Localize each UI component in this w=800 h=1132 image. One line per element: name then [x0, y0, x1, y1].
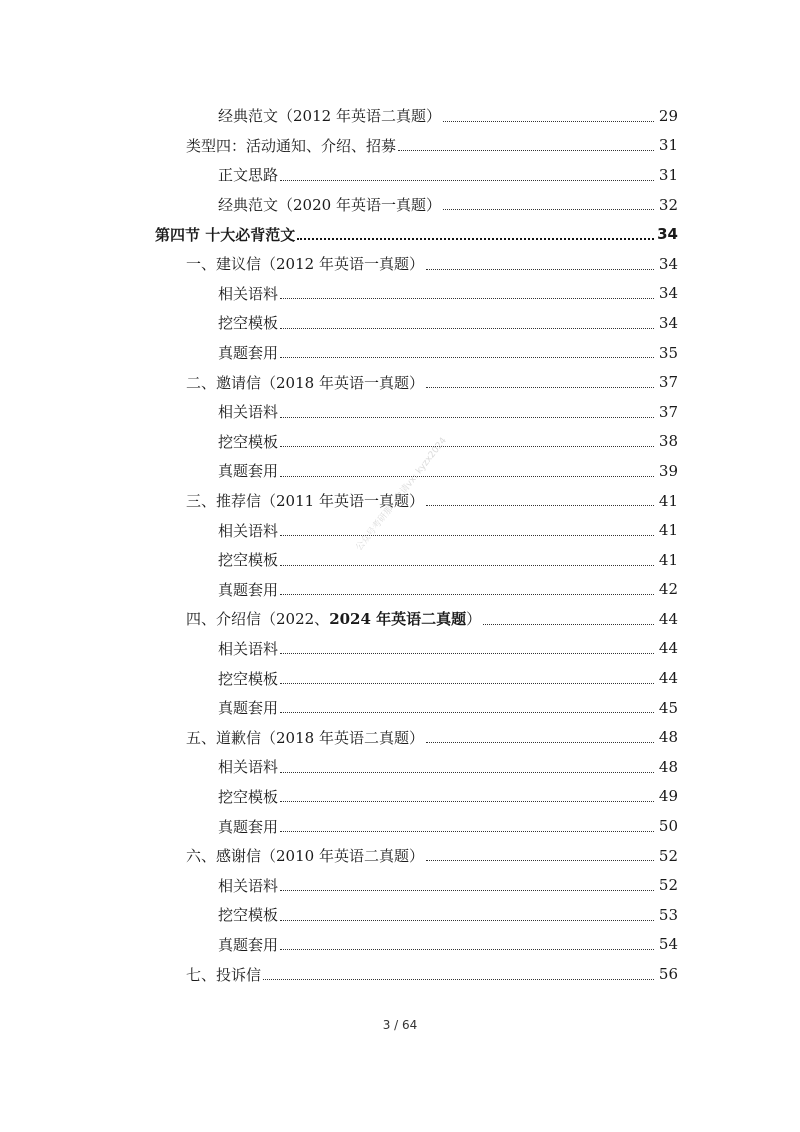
- toc-entry[interactable]: [0, 545, 800, 575]
- dot-leader: [280, 179, 654, 181]
- toc-entry-page-number: 34: [657, 225, 678, 244]
- toc-entry-page-number: 42: [658, 580, 678, 599]
- toc-entry[interactable]: [0, 930, 800, 960]
- dot-leader: [280, 356, 654, 358]
- dot-leader: [280, 889, 654, 891]
- toc-entry[interactable]: [0, 101, 800, 131]
- dot-leader: [426, 268, 654, 270]
- toc-entry-page-number: 52: [658, 846, 678, 865]
- toc-entry[interactable]: [0, 515, 800, 545]
- toc-entry-title: 三、推荐信（2011 年英语一真题）: [186, 492, 424, 511]
- toc-entry[interactable]: [0, 131, 800, 161]
- toc-entry-page-number: 31: [658, 136, 678, 155]
- toc-entry-title: 一、建议信（2012 年英语一真题）: [186, 255, 424, 274]
- dot-leader: [280, 800, 654, 802]
- dot-leader: [280, 771, 654, 773]
- toc-entry-title: 相关语料: [218, 521, 279, 540]
- toc-entry-title: 相关语料: [218, 403, 279, 422]
- toc-entry[interactable]: [0, 841, 800, 871]
- toc-entry-page-number: 37: [658, 373, 678, 392]
- toc-entry-title: 挖空模板: [218, 551, 279, 570]
- toc-entry-title: 挖空模板: [218, 314, 279, 333]
- toc-entry-title: 真题套用: [218, 935, 279, 954]
- toc-entry-page-number: 48: [658, 728, 678, 747]
- dot-leader: [280, 297, 654, 299]
- toc-entry-title: 相关语料: [218, 284, 279, 303]
- toc-entry[interactable]: [0, 338, 800, 368]
- toc-entry-page-number: 44: [658, 609, 678, 628]
- toc-entry-title: 挖空模板: [218, 669, 279, 688]
- toc-entry[interactable]: [0, 219, 800, 249]
- toc-entry-page-number: 37: [658, 402, 678, 421]
- toc-entry-title-part: 四、介绍信（2022、: [186, 610, 330, 629]
- toc-entry-page-number: 41: [658, 521, 678, 540]
- toc-entry[interactable]: [0, 604, 800, 634]
- toc-entry-title: [186, 608, 481, 629]
- toc-entry[interactable]: [0, 367, 800, 397]
- toc-entry-page-number: 34: [658, 313, 678, 332]
- dot-leader: [443, 120, 654, 122]
- toc-entry-title: 真题套用: [218, 580, 279, 599]
- toc-entry[interactable]: [0, 722, 800, 752]
- toc-entry[interactable]: [0, 575, 800, 605]
- toc-entry-page-number: 44: [658, 669, 678, 688]
- toc-entry-title-bold-part: 2024 年英语二真题: [329, 610, 467, 629]
- toc-entry-title: 类型四：活动通知、介绍、招募: [186, 136, 397, 155]
- toc-entry-page-number: 39: [658, 461, 678, 480]
- dot-leader: [280, 445, 654, 447]
- toc-entry[interactable]: [0, 456, 800, 486]
- dot-leader: [280, 534, 654, 536]
- dot-leader: [280, 682, 654, 684]
- toc-entry-page-number: 54: [658, 935, 678, 954]
- toc-entry-page-number: 53: [658, 905, 678, 924]
- toc-entry[interactable]: [0, 397, 800, 427]
- toc-entry-title: 挖空模板: [218, 432, 279, 451]
- toc-entry[interactable]: [0, 279, 800, 309]
- toc-entry-page-number: 32: [658, 195, 678, 214]
- toc-entry[interactable]: [0, 782, 800, 812]
- toc-entry-title: 经典范文（2020 年英语一真题）: [218, 196, 441, 215]
- dot-leader: [280, 593, 654, 595]
- dot-leader: [426, 504, 654, 506]
- toc-entry-page-number: 34: [658, 284, 678, 303]
- dot-leader: [280, 652, 654, 654]
- dot-leader: [280, 564, 654, 566]
- toc-entry-page-number: 35: [658, 343, 678, 362]
- toc-entry[interactable]: [0, 663, 800, 693]
- toc-entry-title: 五、道歉信（2018 年英语二真题）: [186, 728, 424, 747]
- toc-entry-page-number: 38: [658, 432, 678, 451]
- toc-entry-page-number: 49: [658, 787, 678, 806]
- dot-leader: [426, 386, 654, 388]
- toc-entry-title: 二、邀请信（2018 年英语一真题）: [186, 373, 424, 392]
- toc-entry-page-number: 48: [658, 757, 678, 776]
- toc-entry-title: 相关语料: [218, 639, 279, 658]
- dot-leader: [297, 237, 654, 240]
- page-indicator: 3 / 64: [382, 1018, 418, 1032]
- toc-entry[interactable]: [0, 249, 800, 279]
- toc-entry[interactable]: [0, 634, 800, 664]
- toc-entry-title: 真题套用: [218, 344, 279, 363]
- dot-leader: [280, 327, 654, 329]
- toc-entry-page-number: 44: [658, 639, 678, 658]
- dot-leader: [426, 741, 654, 743]
- toc-entry-title: 第四节 十大必背范文: [155, 225, 296, 244]
- toc-entry[interactable]: [0, 811, 800, 841]
- toc-entry[interactable]: [0, 427, 800, 457]
- toc-entry-title-end-part: ）: [466, 610, 482, 629]
- toc-entry-title: 挖空模板: [218, 906, 279, 925]
- dot-leader: [426, 859, 654, 861]
- dot-leader: [280, 416, 654, 418]
- toc-entry-title: 正文思路: [218, 166, 279, 185]
- toc-entry-page-number: 41: [658, 491, 678, 510]
- toc-entry-title: 七、投诉信: [186, 965, 262, 984]
- dot-leader: [263, 978, 654, 980]
- dot-leader: [280, 830, 654, 832]
- toc-entry-title: 真题套用: [218, 462, 279, 481]
- toc-entry[interactable]: [0, 752, 800, 782]
- toc-entry-page-number: 34: [658, 254, 678, 273]
- toc-entry-title: 真题套用: [218, 817, 279, 836]
- toc-entry-page-number: 56: [658, 965, 678, 984]
- toc-entry-title: 相关语料: [218, 876, 279, 895]
- watermark: 公众号考研那一舍请vx: kyzx2024: [354, 435, 449, 554]
- toc-entry[interactable]: [0, 308, 800, 338]
- toc-entry-page-number: 52: [658, 876, 678, 895]
- dot-leader: [443, 208, 654, 210]
- dot-leader: [483, 623, 654, 625]
- toc-entry-title: 六、感谢信（2010 年英语二真题）: [186, 847, 424, 866]
- toc-entry[interactable]: [0, 160, 800, 190]
- toc-entry-page-number: 31: [658, 165, 678, 184]
- toc-entry[interactable]: [0, 959, 800, 989]
- toc-entry-title: 挖空模板: [218, 787, 279, 806]
- toc-entry-title: 经典范文（2012 年英语二真题）: [218, 107, 441, 126]
- toc-entry-page-number: 45: [658, 698, 678, 717]
- toc-entry-page-number: 50: [658, 817, 678, 836]
- toc-entry-title: 真题套用: [218, 699, 279, 718]
- dot-leader: [280, 948, 654, 950]
- table-of-contents: [0, 101, 800, 989]
- dot-leader: [398, 149, 654, 151]
- toc-entry[interactable]: [0, 870, 800, 900]
- toc-entry-page-number: 41: [658, 550, 678, 569]
- toc-entry[interactable]: [0, 900, 800, 930]
- dot-leader: [280, 711, 654, 713]
- toc-entry[interactable]: [0, 693, 800, 723]
- dot-leader: [280, 475, 654, 477]
- toc-entry-title: 相关语料: [218, 758, 279, 777]
- toc-entry-page-number: 29: [658, 106, 678, 125]
- dot-leader: [280, 919, 654, 921]
- toc-entry[interactable]: [0, 190, 800, 220]
